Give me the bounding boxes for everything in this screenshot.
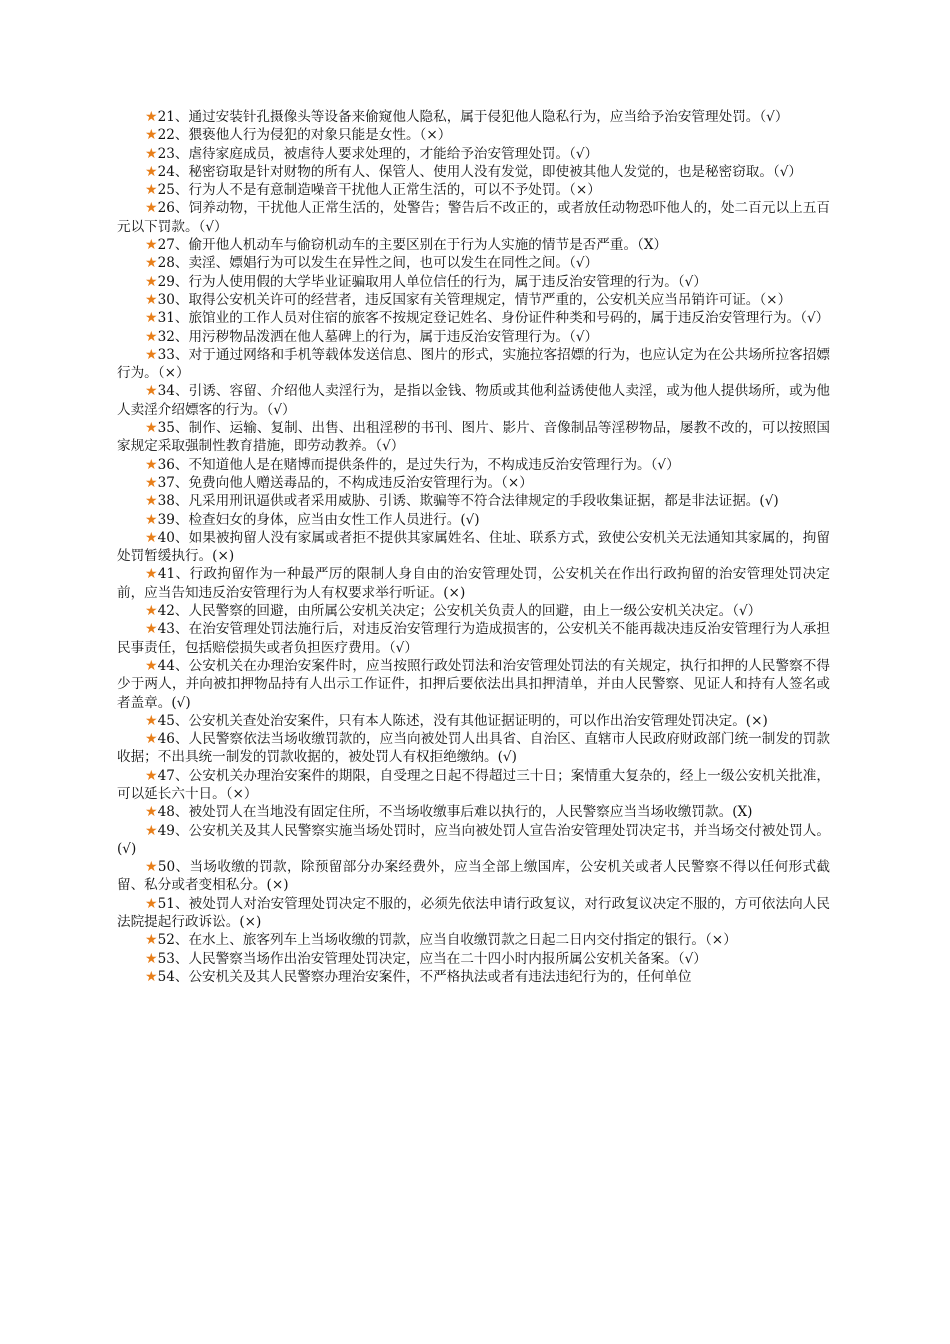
star-icon: ★ [145, 657, 158, 674]
question-text: 41、行政拘留作为一种最严厉的限制人身自由的治安管理处罚，公安机关在作出行政拘留的治安管理处罚决定前，应当告知违反治安管理行为人有权要求举行听证。(×) [117, 566, 830, 601]
question-item [117, 657, 830, 712]
question-item [117, 803, 830, 821]
question-item [117, 492, 830, 510]
question-text: 25、行为人不是有意制造噪音干扰他人正常生活的，可以不予处罚。（×） [157, 182, 601, 199]
question-text: 46、人民警察依法当场收缴罚款的，应当向被处罚人出具省、自治区、直辖市人民政府财政部门统一制发的罚款收据；不出具统一制发的罚款收据的，被处罚人有权拒绝缴纳。(√) [117, 731, 830, 766]
question-item [117, 382, 830, 419]
star-icon: ★ [145, 420, 158, 437]
star-icon: ★ [145, 328, 158, 345]
question-item [117, 474, 830, 492]
question-item [117, 968, 830, 986]
question-text: 40、如果被拘留人没有家属或者拒不提供其家属姓名、住址、联系方式，致使公安机关无法通知其家属的，拘留处罚暂缓执行。(×) [117, 529, 830, 565]
question-text: 21、通过安装针孔摄像头等设备来偷窥他人隐私，属于侵犯他人隐私行为，应当给予治安管理处罚。（√） [157, 109, 789, 125]
question-item [117, 712, 830, 730]
star-icon: ★ [145, 456, 158, 473]
question-item [117, 346, 830, 383]
star-icon: ★ [145, 145, 158, 162]
question-text: 36、不知道他人是在赌博而提供条件的，是过失行为，不构成违反治安管理行为。（√） [157, 456, 680, 473]
star-icon: ★ [145, 383, 158, 400]
star-icon: ★ [145, 310, 158, 327]
question-item [117, 236, 830, 254]
question-text: 48、被处罚人在当地没有固定住所，不当场收缴事后难以执行的，人民警察应当当场收缴罚款。(X) [157, 804, 753, 821]
question-text: 30、取得公安机关许可的经营者，违反国家有关管理规定，情节严重的，公安机关应当吊销许可证。（×） [157, 291, 792, 308]
question-text: 37、免费向他人赠送毒品的，不构成违反治安管理行为。（×） [157, 474, 533, 491]
star-icon: ★ [145, 182, 158, 199]
question-item [117, 145, 830, 163]
question-item [117, 730, 830, 767]
star-icon: ★ [145, 493, 158, 510]
question-text: 32、用污秽物品泼洒在他人墓碑上的行为，属于违反治安管理行为。（√） [157, 328, 599, 345]
question-item [117, 895, 830, 932]
question-item [117, 931, 830, 949]
question-text: 52、在水上、旅客列车上当场收缴的罚款，应当自收缴罚款之日起二日内交付指定的银行。（×） [157, 932, 737, 949]
question-text: 22、猥亵他人行为侵犯的对象只能是女性。（×） [157, 127, 452, 144]
question-item [117, 767, 830, 804]
question-item [117, 620, 830, 657]
star-icon: ★ [145, 968, 158, 985]
star-icon: ★ [145, 712, 158, 729]
star-icon: ★ [145, 822, 158, 839]
question-item [117, 858, 830, 895]
question-text: 35、制作、运输、复制、出售、出租淫秽的书刊、图片、影片、音像制品等淫秽物品，屡教不改的，可以按照国家规定采取强制性教育措施，即劳动教养。（√） [117, 420, 830, 455]
question-text: 50、当场收缴的罚款，除预留部分办案经费外，应当全部上缴国库，公安机关或者人民警察不得以任何形式截留、私分或者变相私分。(×) [117, 859, 830, 894]
star-icon: ★ [145, 859, 158, 876]
star-icon: ★ [145, 621, 158, 638]
star-icon: ★ [145, 346, 158, 363]
question-item [117, 126, 830, 144]
question-item [117, 199, 830, 236]
star-icon: ★ [145, 273, 158, 290]
question-text: 45、公安机关查处治安案件，只有本人陈述，没有其他证据证明的，可以作出治安管理处罚决定。(×) [157, 712, 768, 729]
question-item [117, 950, 830, 968]
question-item [117, 822, 830, 859]
star-icon: ★ [145, 731, 158, 748]
question-text: 28、卖淫、嫖娼行为可以发生在异性之间，也可以发生在同性之间。（√） [157, 255, 599, 272]
star-icon: ★ [145, 895, 158, 912]
star-icon: ★ [145, 529, 158, 546]
star-icon: ★ [145, 511, 158, 528]
question-item [117, 163, 830, 181]
star-icon: ★ [145, 109, 158, 125]
question-text: 44、公安机关在办理治安案件时，应当按照行政处罚法和治安管理处罚法的有关规定，执行扣押的人民警察不得少于两人，并向被扣押物品持有人出示工作证件，扣押后要依法出具扣押清单，并由人民警察、见证人和持有人签名或者盖章。(√) [117, 657, 830, 711]
star-icon: ★ [145, 767, 158, 784]
question-item [117, 273, 830, 291]
question-text: 29、行为人使用假的大学毕业证骗取用人单位信任的行为，属于违反治安管理的行为。（√） [157, 273, 707, 290]
question-text: 47、公安机关办理治安案件的期限，自受理之日起不得超过三十日；案情重大复杂的，经上一级公安机关批准，可以延长六十日。（×） [117, 767, 830, 802]
document-body [117, 108, 830, 986]
question-item [117, 456, 830, 474]
question-text: 42、人民警察的回避，由所属公安机关决定；公安机关负责人的回避，由上一级公安机关决定。（√） [157, 603, 762, 620]
question-item [117, 565, 830, 602]
question-item [117, 419, 830, 456]
star-icon: ★ [145, 932, 158, 949]
question-text: 54、公安机关及其人民警察办理治安案件，不严格执法或者有违法违纪行为的，任何单位 [157, 968, 692, 985]
question-text: 27、偷开他人机动车与偷窃机动车的主要区别在于行为人实施的情节是否严重。（X） [157, 237, 668, 254]
star-icon: ★ [145, 950, 158, 967]
star-icon: ★ [145, 127, 158, 144]
question-item [117, 254, 830, 272]
question-item [117, 291, 830, 309]
question-item [117, 309, 830, 327]
question-item [117, 602, 830, 620]
question-item [117, 108, 830, 126]
question-text: 43、在治安管理处罚法施行后，对违反治安管理行为造成损害的，公安机关不能再裁决违反治安管理行为人承担民事责任，包括赔偿损失或者负担医疗费用。（√） [117, 621, 830, 656]
question-text: 39、检查妇女的身体，应当由女性工作人员进行。(√) [157, 511, 480, 528]
question-item [117, 529, 830, 566]
question-text: 33、对于通过网络和手机等载体发送信息、图片的形式，实施拉客招嫖的行为，也应认定为在公共场所拉客招嫖行为。（×） [117, 346, 830, 382]
question-text: 31、旅馆业的工作人员对住宿的旅客不按规定登记姓名、身份证件种类和号码的，属于违反治安管理行为。（√） [157, 310, 830, 327]
question-item [117, 181, 830, 199]
question-item [117, 511, 830, 529]
star-icon: ★ [145, 566, 158, 583]
star-icon: ★ [145, 474, 158, 491]
star-icon: ★ [145, 163, 158, 180]
star-icon: ★ [145, 200, 158, 217]
question-text: 53、人民警察当场作出治安管理处罚决定，应当在二十四小时内报所属公安机关备案。（√） [157, 950, 707, 967]
question-text: 38、凡采用刑讯逼供或者采用威胁、引诱、欺骗等不符合法律规定的手段收集证据，都是非法证据。(√) [157, 493, 779, 510]
star-icon: ★ [145, 237, 158, 254]
question-item [117, 328, 830, 346]
question-text: 26、饲养动物，干扰他人正常生活的，处警告；警告后不改正的，或者放任动物恐吓他人的，处二百元以上五百元以下罚款。（√） [117, 200, 830, 235]
question-text: 23、虐待家庭成员，被虐待人要求处理的，才能给予治安管理处罚。（√） [157, 145, 599, 162]
question-text: 24、秘密窃取是针对财物的所有人、保管人、使用人没有发觉，即使被其他人发觉的，也是秘密窃取。（√） [157, 163, 803, 180]
question-text: 34、引诱、容留、介绍他人卖淫行为，是指以金钱、物质或其他利益诱使他人卖淫，或为他人提供场所，或为他人卖淫介绍嫖客的行为。（√） [117, 383, 830, 418]
star-icon: ★ [145, 603, 158, 620]
star-icon: ★ [145, 804, 158, 821]
star-icon: ★ [145, 291, 158, 308]
star-icon: ★ [145, 255, 158, 272]
question-text: 51、被处罚人对治安管理处罚决定不服的，必须先依法申请行政复议，对行政复议决定不服的，方可依法向人民法院提起行政诉讼。(×) [117, 895, 830, 931]
question-text: 49、公安机关及其人民警察实施当场处罚时，应当向被处罚人宣告治安管理处罚决定书，并当场交付被处罚人。(√) [117, 822, 830, 857]
